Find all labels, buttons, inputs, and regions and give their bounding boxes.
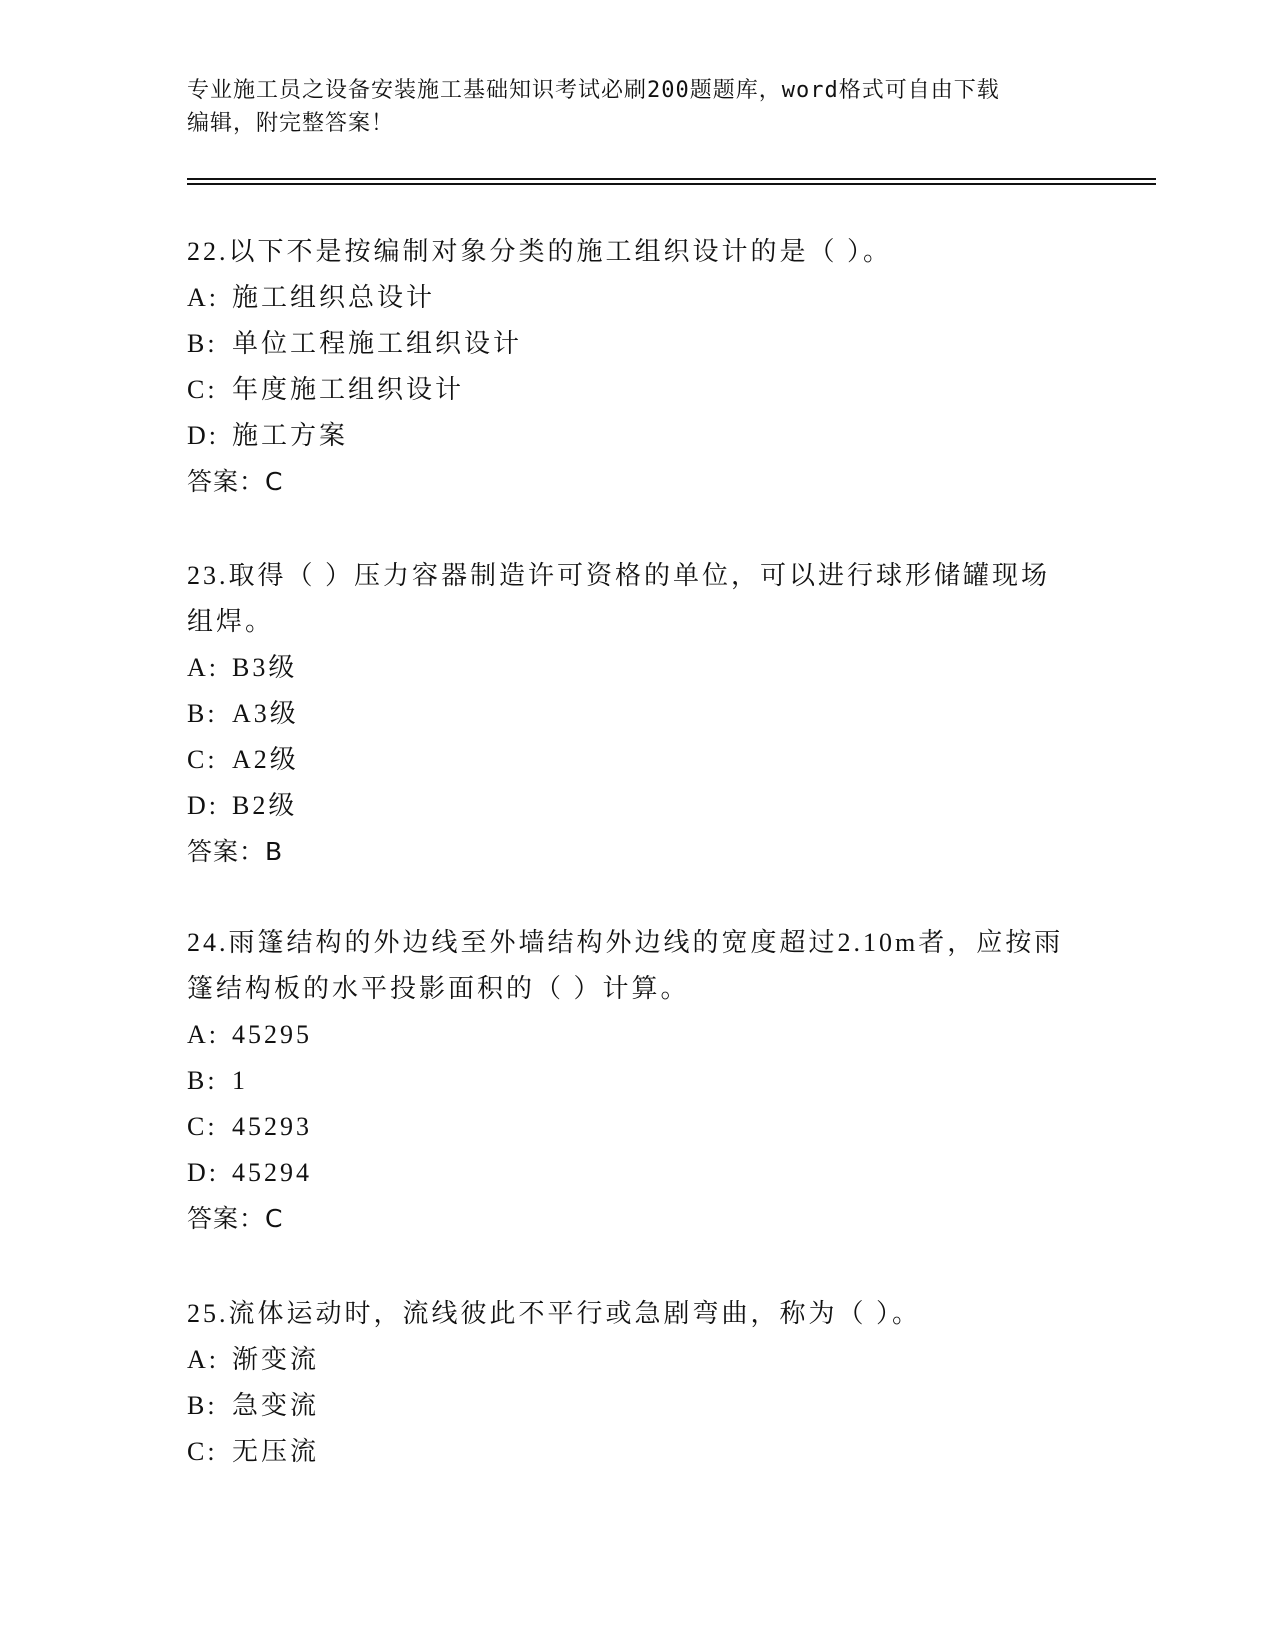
option-text: 45294 xyxy=(232,1158,312,1187)
option-text: 无压流 xyxy=(232,1437,320,1466)
option-key: D: xyxy=(187,1158,219,1187)
option-key: C: xyxy=(187,1437,218,1466)
question-stem: 22.以下不是按编制对象分类的施工组织设计的是（ ）。 xyxy=(187,237,893,266)
question-stem-line-1: 24.雨篷结构的外边线至外墙结构外边线的宽度超过2.10m者，应按雨 xyxy=(187,928,1064,957)
answer-line: 答案：B xyxy=(187,837,284,866)
question-22 xyxy=(187,229,1087,505)
question-stem-line-1: 23.取得（ ）压力容器制造许可资格的单位，可以进行球形储罐现场 xyxy=(187,561,1051,590)
option-key: B: xyxy=(187,329,218,358)
document-header xyxy=(187,74,1087,140)
option-b xyxy=(187,1383,1087,1429)
header-line-1: 专业施工员之设备安装施工基础知识考试必刷200题题库，word格式可自由下载 xyxy=(187,78,1000,103)
option-text: 1 xyxy=(232,1066,248,1095)
answer-line: 答案：C xyxy=(187,467,284,496)
header-divider-bottom xyxy=(187,183,1156,185)
option-key: B: xyxy=(187,1391,218,1420)
option-key: D: xyxy=(187,421,219,450)
header-divider-top xyxy=(187,178,1156,180)
option-text: 年度施工组织设计 xyxy=(232,375,465,404)
option-d xyxy=(187,1150,1087,1196)
option-key: C: xyxy=(187,1112,218,1141)
option-c xyxy=(187,1104,1087,1150)
option-text: 急变流 xyxy=(232,1391,320,1420)
option-c xyxy=(187,1429,1087,1475)
option-c xyxy=(187,367,1087,413)
option-text: 45293 xyxy=(232,1112,312,1141)
option-key: B: xyxy=(187,1066,218,1095)
option-a xyxy=(187,275,1087,321)
option-key: A: xyxy=(187,1020,219,1049)
option-text: 单位工程施工组织设计 xyxy=(232,329,523,358)
question-stem: 25.流体运动时，流线彼此不平行或急剧弯曲，称为（ ）。 xyxy=(187,1299,922,1328)
question-stem-line-2: 篷结构板的水平投影面积的（ ）计算。 xyxy=(187,974,690,1003)
option-key: A: xyxy=(187,1345,219,1374)
option-text: A2级 xyxy=(232,745,299,774)
option-text: B3级 xyxy=(232,653,298,682)
option-text: A3级 xyxy=(232,699,299,728)
option-key: C: xyxy=(187,375,218,404)
option-c xyxy=(187,737,1087,783)
option-text: 施工方案 xyxy=(232,421,349,450)
option-d xyxy=(187,783,1087,829)
option-text: 45295 xyxy=(232,1020,312,1049)
option-text: B2级 xyxy=(232,791,298,820)
option-key: D: xyxy=(187,791,219,820)
question-24 xyxy=(187,920,1087,1242)
answer-line: 答案：C xyxy=(187,1204,284,1233)
option-key: A: xyxy=(187,283,219,312)
option-key: C: xyxy=(187,745,218,774)
option-key: A: xyxy=(187,653,219,682)
option-d xyxy=(187,413,1087,459)
option-text: 施工组织总设计 xyxy=(232,283,436,312)
question-23 xyxy=(187,553,1087,875)
option-b xyxy=(187,1058,1087,1104)
option-a xyxy=(187,645,1087,691)
option-b xyxy=(187,321,1087,367)
option-key: B: xyxy=(187,699,218,728)
option-a xyxy=(187,1012,1087,1058)
question-stem-line-2: 组焊。 xyxy=(187,607,275,636)
option-b xyxy=(187,691,1087,737)
header-line-2: 编辑，附完整答案！ xyxy=(187,111,395,136)
option-a xyxy=(187,1337,1087,1383)
question-25 xyxy=(187,1291,1087,1475)
option-text: 渐变流 xyxy=(232,1345,320,1374)
